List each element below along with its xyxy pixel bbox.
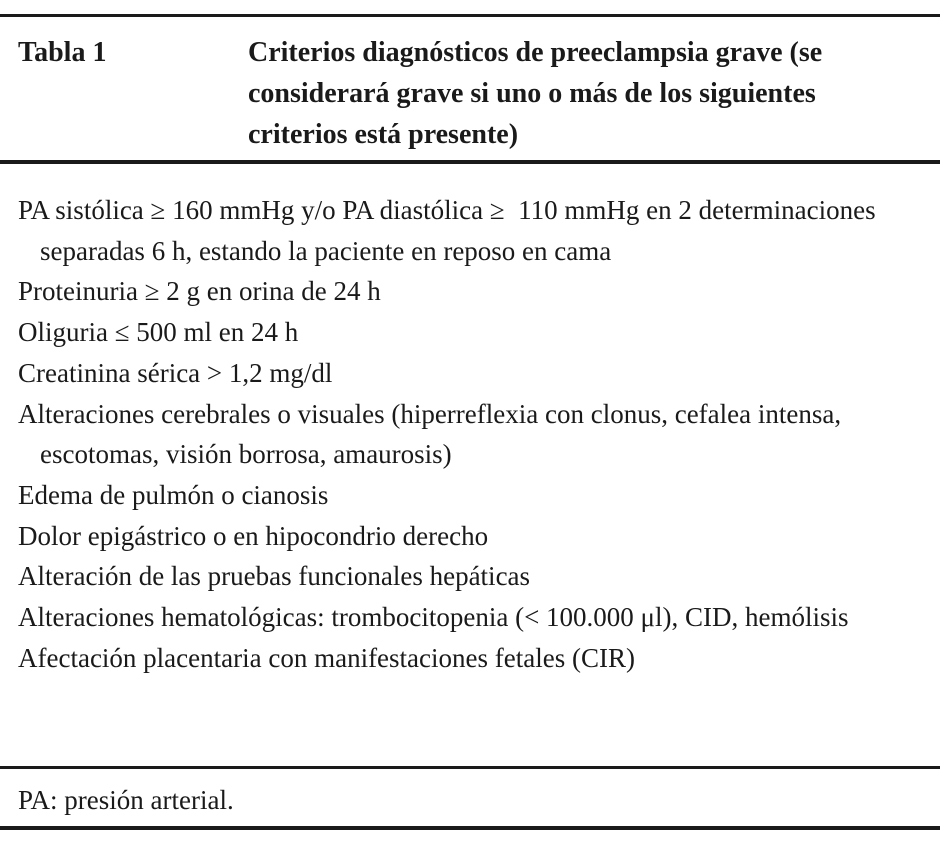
table-label: Tabla 1 — [18, 37, 107, 68]
table-footnote: PA: presión arterial. — [18, 785, 234, 815]
criterion-item: Edema de pulmón o cianosis — [18, 479, 329, 510]
criterion-item: Alteración de las pruebas funcionales hepáticas — [18, 561, 531, 592]
criterion-item: PA sistólica ≥ 160 mmHg y/o PA diastólica ≥ 110 mmHg en 2 determinaciones separadas 6 h, estando la paciente en reposo en cama — [18, 195, 883, 266]
criterion-item: Dolor epigástrico o en hipocondrio derecho — [18, 520, 489, 551]
criterion-item: Proteinuria ≥ 2 g en orina de 24 h — [18, 276, 381, 307]
criterion-item: Alteraciones cerebrales o visuales (hiperreflexia con clonus, cefalea intensa, escotomas, visión borrosa, amaurosis) — [18, 398, 848, 470]
criterion-item: Creatinina sérica > 1,2 mg/dl — [18, 357, 333, 388]
criterion-item: Afectación placentaria con manifestaciones fetales (CIR) — [18, 642, 635, 673]
criteria-list — [18, 190, 918, 678]
table-header — [0, 14, 940, 164]
criterion-item: Alteraciones hematológicas: trombocitopenia (< 100.000 μl), CID, hemólisis — [18, 602, 849, 633]
table-caption: Criterios diagnósticos de preeclampsia grave (se considerará grave si uno o más de los siguientes criterios está presente) — [248, 37, 823, 150]
bottom-rule — [0, 826, 940, 830]
criterion-item: Oliguria ≤ 500 ml en 24 h — [18, 317, 299, 348]
header-rule — [0, 160, 940, 164]
body-rule — [0, 766, 940, 769]
